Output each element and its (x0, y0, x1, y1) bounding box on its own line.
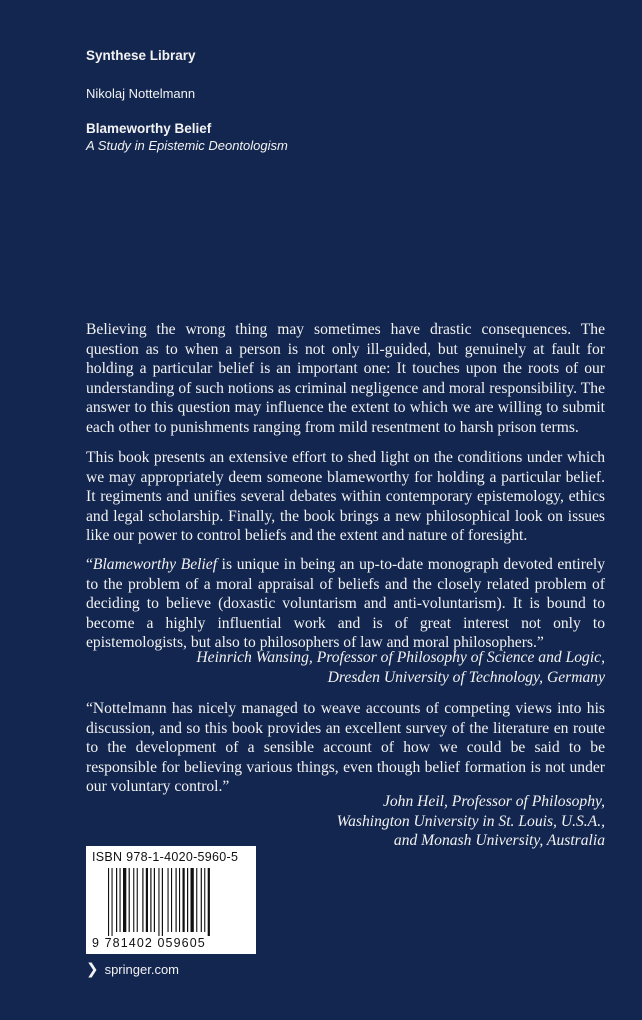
review-attribution-2 (337, 792, 605, 851)
quote-open-mark: “ (86, 556, 93, 573)
author-name: Nikolaj Nottelmann (86, 86, 196, 101)
barcode-digits: 9 781402 059605 (92, 936, 206, 950)
attribution-line: Dresden University of Technology, Germany (327, 668, 605, 686)
attribution-line: Washington University in St. Louis, U.S.A., (336, 812, 605, 830)
attribution-line: Heinrich Wansing, Professor of Philosophy of Science and Logic, (196, 649, 605, 666)
quote-text: is unique in being an up-to-date monograph devoted entirely to the problem of a moral appraisal of beliefs and the closely related problem of deciding to believe (doxastic voluntarism and anti-voluntarism). It is bound to become a highly influential work and is of great interest not only to epistemologists, but also to philosophers of law and moral philosophers.” (86, 556, 606, 652)
book-title: Blameworthy Belief (86, 121, 212, 136)
review-quote-1 (86, 555, 605, 653)
review-quote-2: “Nottelmann has nicely managed to weave accounts of competing views into his discussion, and so this book provides an excellent survey of the literature en route to the development of a sensible account of how we could be said to be responsible for believing various things, even though belief formation is not under our voluntary control.” (86, 700, 605, 796)
isbn-barcode (86, 846, 256, 954)
blurb-paragraph-1: Believing the wrong thing may sometimes have drastic consequences. The question as to when a person is not only ill-guided, but genuinely at fault for holding a particular belief is an important one: It touches upon the roots of our understanding of such notions as criminal negligence and moral responsibility. The answer to this question may influence the extent to which we are willing to submit each other to punishments ranging from mild resentment to harsh prison terms. (86, 321, 605, 436)
chevron-right-icon: ❯ (86, 961, 99, 978)
publisher-url: springer.com (104, 962, 179, 977)
attribution-line: and Monash University, Australia (393, 832, 605, 850)
attribution-line: John Heil, Professor of Philosophy, (382, 793, 605, 810)
barcode-bars (108, 868, 236, 936)
series-name: Synthese Library (86, 48, 196, 63)
quote-book-title: Blameworthy Belief (92, 556, 218, 573)
book-subtitle: A Study in Epistemic Deontologism (86, 138, 288, 153)
isbn-label: ISBN 978-1-4020-5960-5 (92, 850, 239, 864)
review-attribution-1 (196, 648, 605, 687)
publisher-link[interactable] (86, 962, 179, 977)
blurb-paragraph-2: This book presents an extensive effort to shed light on the conditions under which we may appropriately deem someone blameworthy for holding a particular belief. It regiments and unifies several debates within contemporary epistemology, ethics and legal scholarship. Finally, the book brings a new philosophical look on issues like our power to control beliefs and the extent and nature of foresight. (86, 449, 605, 545)
